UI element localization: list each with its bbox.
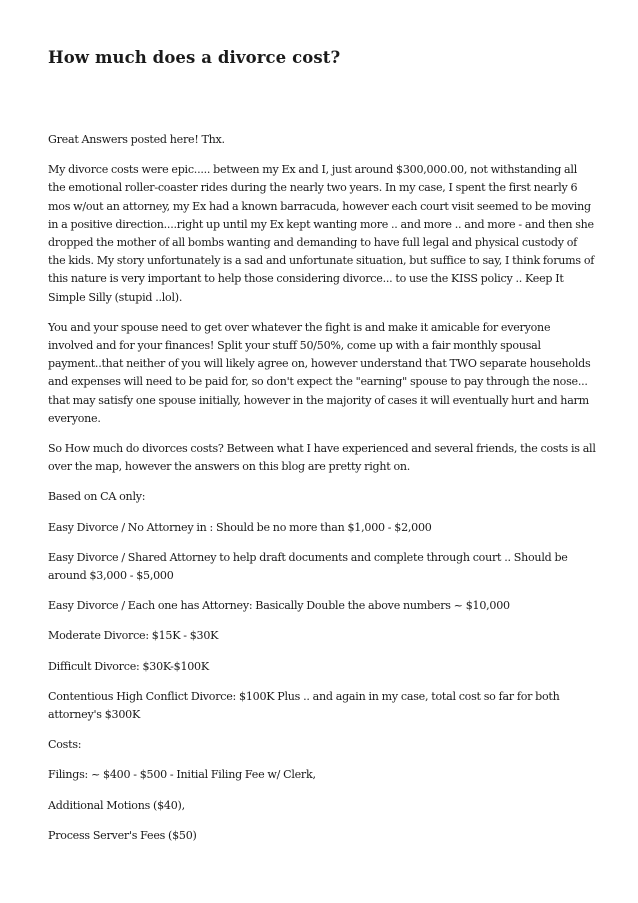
document-body [48, 131, 596, 857]
paragraph: Great Answers posted here! Thx. [48, 133, 225, 146]
paragraph: Based on CA only: [48, 490, 146, 504]
paragraph: Process Server's Fees ($50) [48, 828, 197, 842]
paragraph: Additional Motions ($40), [48, 798, 185, 812]
paragraph: Easy Divorce / Shared Attorney to help draft documents and complete through court .. Should be around $3,000 - $5,000 [48, 550, 568, 583]
paragraph: So How much do divorces costs? Between what I have experienced and several friends, the costs is all over the map, however the answers on this blog are pretty right on. [48, 442, 596, 474]
paragraph: You and your spouse need to get over whatever the fight is and make it amicable for everyone involved and for your finances! Split your stuff 50/50%, come up with a fair monthly spousal payment..that neither of you will likely agree on, however understand that TWO separate households and expenses will need to be paid for, so don't expect the "earning" spouse to pay through the nose... that may satisfy one spouse initially, however in the majority of cases it will eventually hurt and harm everyone. [48, 320, 591, 425]
paragraph: Contentious High Conflict Divorce: $100K Plus .. and again in my case, total cost so far for both attorney's $300K [48, 689, 560, 722]
paragraph: Easy Divorce / No Attorney in : Should be no more than $1,000 - $2,000 [48, 520, 432, 534]
page-title: How much does a divorce cost? [48, 48, 341, 67]
paragraph: My divorce costs were epic..... between my Ex and I, just around $300,000.00, not withstanding all the emotional roller-coaster rides during the nearly two years. In my case, I spent the first nearly 6 mos w/out an attorney, my Ex had a known barracuda, however each court visit seemed to be moving in a positive direction....right up until my Ex kept wanting more .. and more .. and more - and then she dropped the mother of all bombs wanting and demanding to have full legal and physical custody of the kids. My story unfortunately is a sad and unfortunate situation, but suffice to say, I think forums of this nature is very important to help those considering divorce... to use the KISS policy .. Keep It Simple Silly (stupid ..lol). [48, 163, 595, 304]
paragraph: Moderate Divorce: $15K - $30K [48, 629, 219, 643]
paragraph: Costs: [48, 738, 82, 752]
paragraph: Easy Divorce / Each one has Attorney: Basically Double the above numbers ~ $10,000 [48, 599, 510, 613]
paragraph: Difficult Divorce: $30K-$100K [48, 659, 209, 673]
paragraph: Filings: ~ $400 - $500 - Initial Filing Fee w/ Clerk, [48, 768, 316, 782]
